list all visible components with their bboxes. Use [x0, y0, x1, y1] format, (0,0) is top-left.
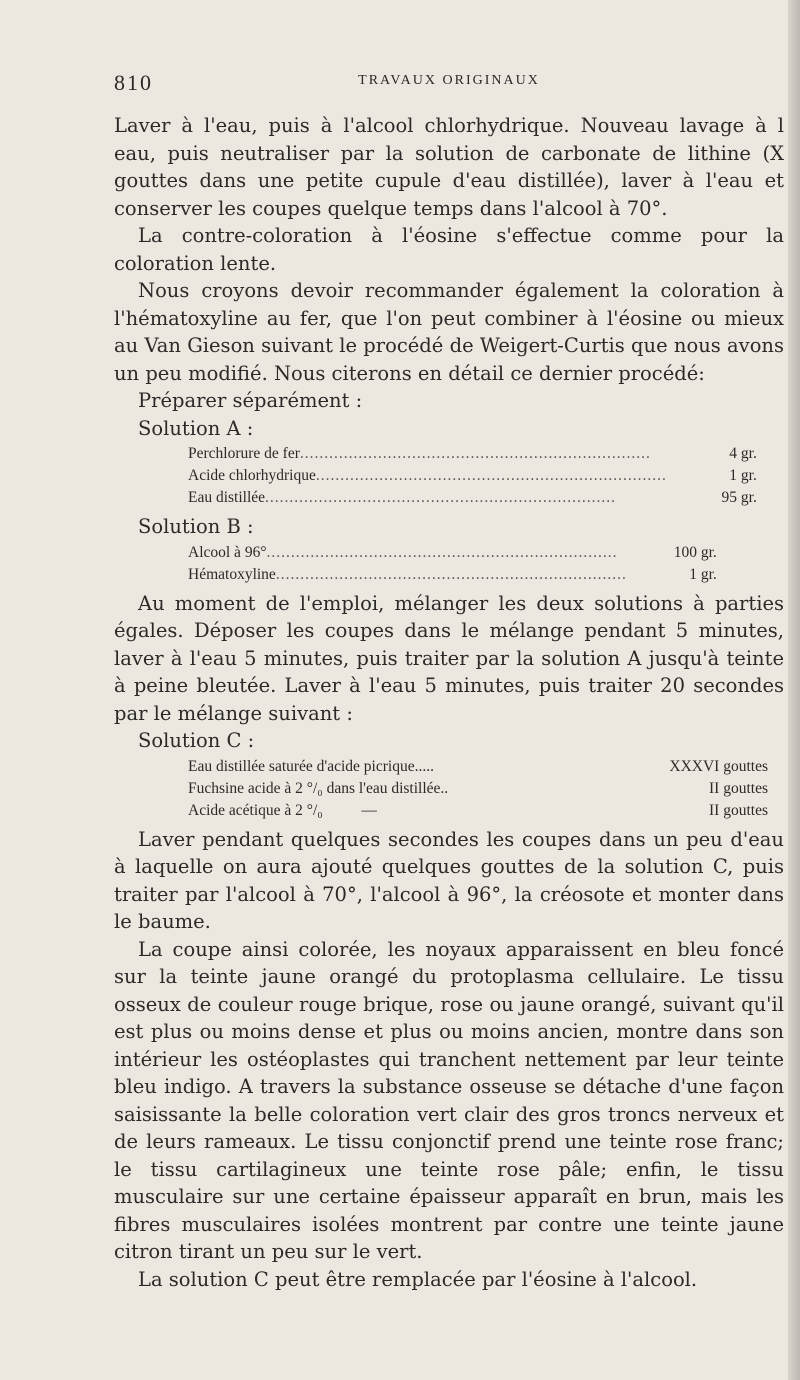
- recipe-row: [188, 465, 757, 487]
- recipe-row: [188, 542, 717, 564]
- ingredient-quantity: XXXVI gouttes: [669, 757, 768, 775]
- ingredient-name: Fuchsine acide à 2 °/₀ dans l'eau distillée..: [188, 779, 449, 797]
- paragraph-4: Préparer séparément :: [138, 389, 363, 412]
- recipe-row: [188, 800, 768, 822]
- solution-a-table: [188, 443, 757, 509]
- recipe-row: [188, 564, 717, 586]
- body-text: [114, 112, 784, 1293]
- dot-leader: ........................................................................: [299, 445, 651, 462]
- ingredient-quantity: 4 gr.: [729, 445, 757, 462]
- solution-c-label: Solution C :: [138, 729, 255, 752]
- paragraph-1: Laver à l'eau, puis à l'alcool chlorhydrique. Nouveau lavage à l eau, puis neutraliser par la solution de carbonate de lithine (X gouttes dans une petite cupule d'eau distillée), laver à l'eau et conserver les coupes quelque temps dans l'alcool à 70°.: [114, 114, 784, 220]
- page-header: [114, 70, 784, 96]
- ingredient-quantity: 100 gr.: [673, 543, 717, 561]
- ingredient-name: Acide chlorhydrique: [188, 467, 316, 484]
- solution-a-label: Solution A :: [138, 416, 254, 440]
- ingredient-name: Hématoxyline: [188, 565, 276, 583]
- ingredient-quantity: II gouttes: [709, 779, 768, 797]
- paragraph-6: Laver pendant quelques secondes les coupes dans un peu d'eau à laquelle on aura ajouté quelques gouttes de la solution C, puis traiter par l'alcool à 70°, l'alcool à 96°, la créosote et monter dans le baume.: [114, 827, 784, 933]
- paragraph-3: Nous croyons devoir recommander également la coloration à l'hématoxyline au fer, que l'on peut combiner à l'éosine ou mieux au Van Gieson suivant le procédé de Weigert-Curtis que nous avons un peu modifié. Nous citerons en détail ce dernier procédé:: [114, 279, 784, 385]
- dot-leader: ........................................................................: [266, 543, 618, 561]
- page-edge: [788, 0, 800, 1380]
- ingredient-quantity: 1 gr.: [729, 467, 757, 484]
- ingredient-name: Acide acétique à 2 °/₀ —: [188, 801, 377, 819]
- dot-leader: ........................................................................: [315, 467, 667, 484]
- paragraph-5: Au moment de l'emploi, mélanger les deux solutions à parties égales. Déposer les coupes dans le mélange pendant 5 minutes, laver à l'eau 5 minutes, puis traiter par la solution A jusqu'à teinte à peine bleutée. Laver à l'eau 5 minutes, puis traiter 20 secondes par le mélange suivant :: [114, 591, 784, 725]
- running-head: TRAVAUX ORIGINAUX: [358, 73, 540, 88]
- recipe-row: [188, 778, 768, 800]
- ingredient-quantity: 95 gr.: [721, 489, 757, 506]
- paragraph-8: La solution C peut être remplacée par l'éosine à l'alcool.: [138, 1267, 698, 1291]
- paragraph-7: La coupe ainsi colorée, les noyaux apparaissent en bleu foncé sur la teinte jaune orangé du protoplasma cellulaire. Le tissu osseux de couleur rouge brique, rose ou jaune orangé, suivant qu'il est plus ou moins dense et plus ou moins ancien, montre dans son intérieur les ostéoplastes qui tranchent nettement par leur teinte bleu indigo. A travers la substance osseuse se détache d'une façon saisissante la belle coloration vert clair des gros troncs nerveux et de leurs rameaux. Le tissu conjonctif prend une teinte rose franc; le tissu cartilagineux une teinte rose pâle; enfin, le tissu musculaire sur une certaine épaisseur apparaît en brun, mais les fibres musculaires isolées montrent par contre une teinte jaune citron tirant un peu sur le vert.: [114, 937, 784, 1263]
- ingredient-name: Eau distillée saturée d'acide picrique.....: [188, 757, 434, 775]
- ingredient-name: Perchlorure de fer: [188, 445, 300, 462]
- solution-b-table: [188, 542, 717, 586]
- solution-b-label: Solution B :: [138, 515, 254, 538]
- ingredient-quantity: 1 gr.: [689, 565, 717, 583]
- ingredient-name: Alcool à 96°: [188, 543, 267, 561]
- paragraph-2: La contre-coloration à l'éosine s'effectue comme pour la coloration lente.: [114, 224, 784, 275]
- recipe-row: [188, 487, 757, 509]
- recipe-row: [188, 443, 757, 465]
- dot-leader: ........................................................................: [265, 489, 617, 506]
- page-number: 810: [114, 70, 153, 95]
- ingredient-name: Eau distillée: [188, 489, 266, 506]
- dot-leader: ........................................................................: [275, 565, 627, 583]
- ingredient-quantity: II gouttes: [709, 801, 768, 819]
- recipe-row: [188, 756, 768, 778]
- solution-c-table: [188, 756, 768, 822]
